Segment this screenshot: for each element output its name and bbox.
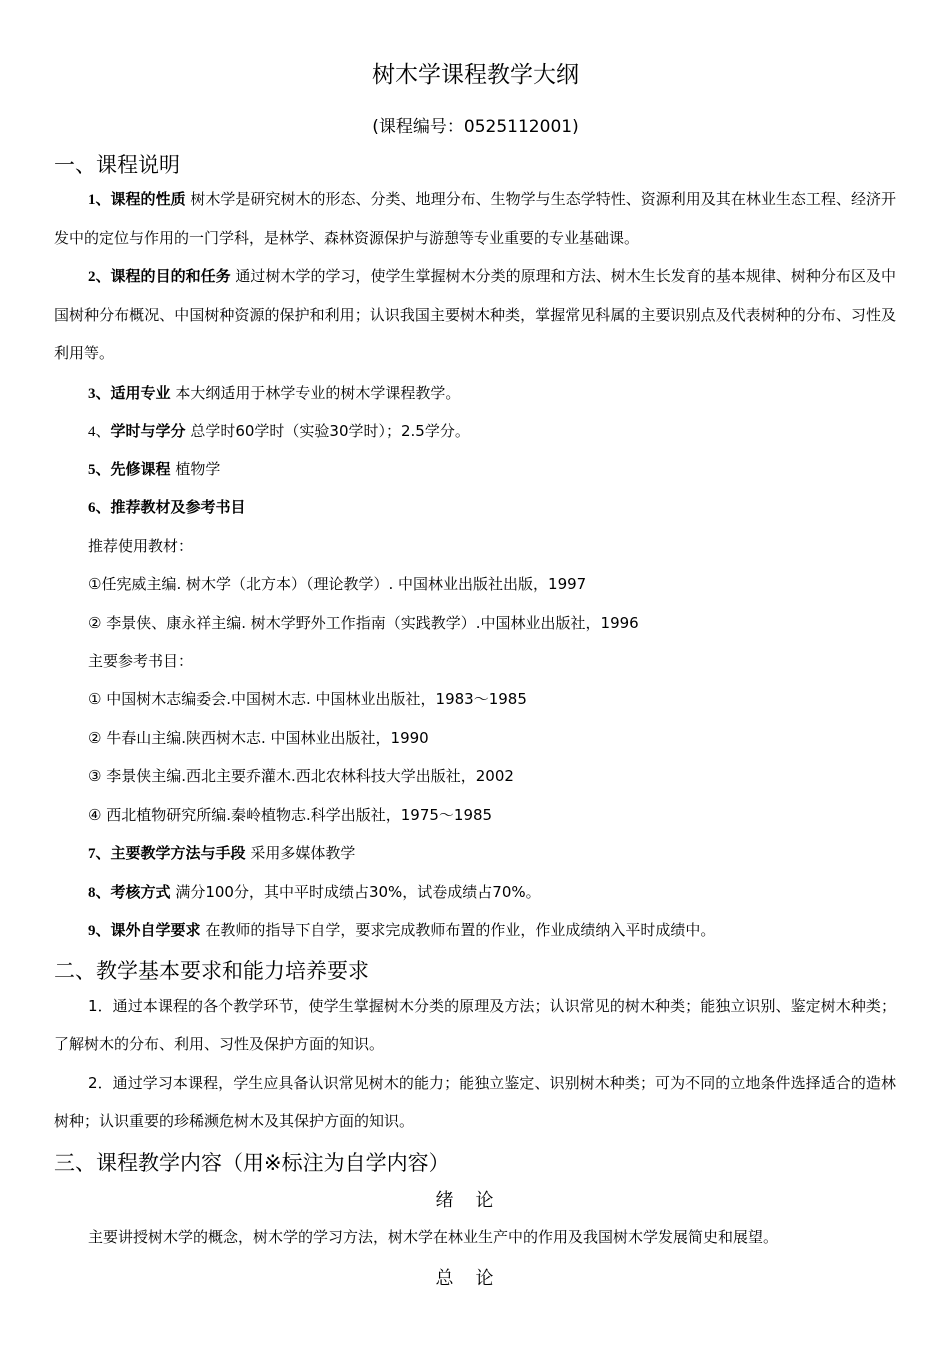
section-2-heading: 二、教学基本要求和能力培养要求 xyxy=(54,959,369,983)
section-3-heading: 三、课程教学内容（用※标注为自学内容） xyxy=(54,1151,450,1175)
item-nature: 1、课程的性质 树木学是研究树木的形态、分类、地理分布、生物学与生态学特性、资源利用及其在林业生态工程、经济开发中的定位与作用的一门学科，是林学、森林资源保护与游憩等专业重要的专业基础课。 xyxy=(54,190,896,247)
item-major: 3、适用专业 本大纲适用于林学专业的树木学课程教学。 xyxy=(88,384,461,402)
item-method: 7、主要教学方法与手段 采用多媒体教学 xyxy=(88,844,356,862)
references-label: 主要参考书目： xyxy=(88,652,194,670)
item-books: 6、推荐教材及参考书目 xyxy=(88,498,246,516)
textbooks-label: 推荐使用教材： xyxy=(88,537,194,555)
intro-text: 主要讲授树木学的概念，树木学的学习方法，树木学在林业生产中的作用及我国树木学发展简史和展望。 xyxy=(88,1228,779,1246)
section-1-heading: 一、课程说明 xyxy=(54,153,180,177)
textbook-item: ② 李景侠、康永祥主编. 树木学野外工作指南（实践教学）.中国林业出版社，1996 xyxy=(88,614,639,632)
textbook-item: ①任宪威主编. 树木学（北方本）（理论教学）. 中国林业出版社出版，1997 xyxy=(88,575,587,593)
item-selfstudy: 9、课外自学要求 在教师的指导下自学，要求完成教师布置的作业，作业成绩纳入平时成绩中。 xyxy=(88,921,716,939)
reference-item: ② 牛春山主编.陕西树木志. 中国林业出版社，1990 xyxy=(88,729,429,747)
reference-item: ③ 李景侠主编.西北主要乔灌木.西北农林科技大学出版社，2002 xyxy=(88,767,514,785)
item-purpose: 2、课程的目的和任务 通过树木学的学习，使学生掌握树木分类的原理和方法、树木生长发育的基本规律、树种分布区及中国树种分布概况、中国树种资源的保护和利用；认识我国主要树木种类，掌握常见科属的主要识别点及代表树种的分布、习性及利用等。 xyxy=(54,267,896,362)
course-code: (课程编号：0525112001) xyxy=(372,117,579,137)
item-prereq: 5、先修课程 植物学 xyxy=(88,460,221,478)
item-assessment: 8、考核方式 满分100分，其中平时成绩占30%，试卷成绩占70%。 xyxy=(88,883,541,901)
reference-item: ① 中国树木志编委会.中国树木志. 中国林业出版社，1983～1985 xyxy=(88,690,527,708)
intro-title: 绪论 xyxy=(435,1190,516,1211)
general-title: 总论 xyxy=(435,1268,516,1289)
item-hours: 4、学时与学分 总学时60学时（实验30学时）；2.5学分。 xyxy=(88,422,470,440)
document-title: 树木学课程教学大纲 xyxy=(372,62,579,88)
requirement-paragraph: 2．通过学习本课程，学生应具备认识常见树木的能力；能独立鉴定、识别树木种类；可为不同的立地条件选择适合的造林树种；认识重要的珍稀濒危树木及其保护方面的知识。 xyxy=(54,1074,896,1130)
reference-item: ④ 西北植物研究所编.秦岭植物志.科学出版社，1975～1985 xyxy=(88,806,493,824)
requirement-paragraph: 1．通过本课程的各个教学环节，使学生掌握树木分类的原理及方法；认识常见的树木种类；能独立识别、鉴定树木种类；了解树木的分布、利用、习性及保护方面的知识。 xyxy=(54,997,896,1053)
